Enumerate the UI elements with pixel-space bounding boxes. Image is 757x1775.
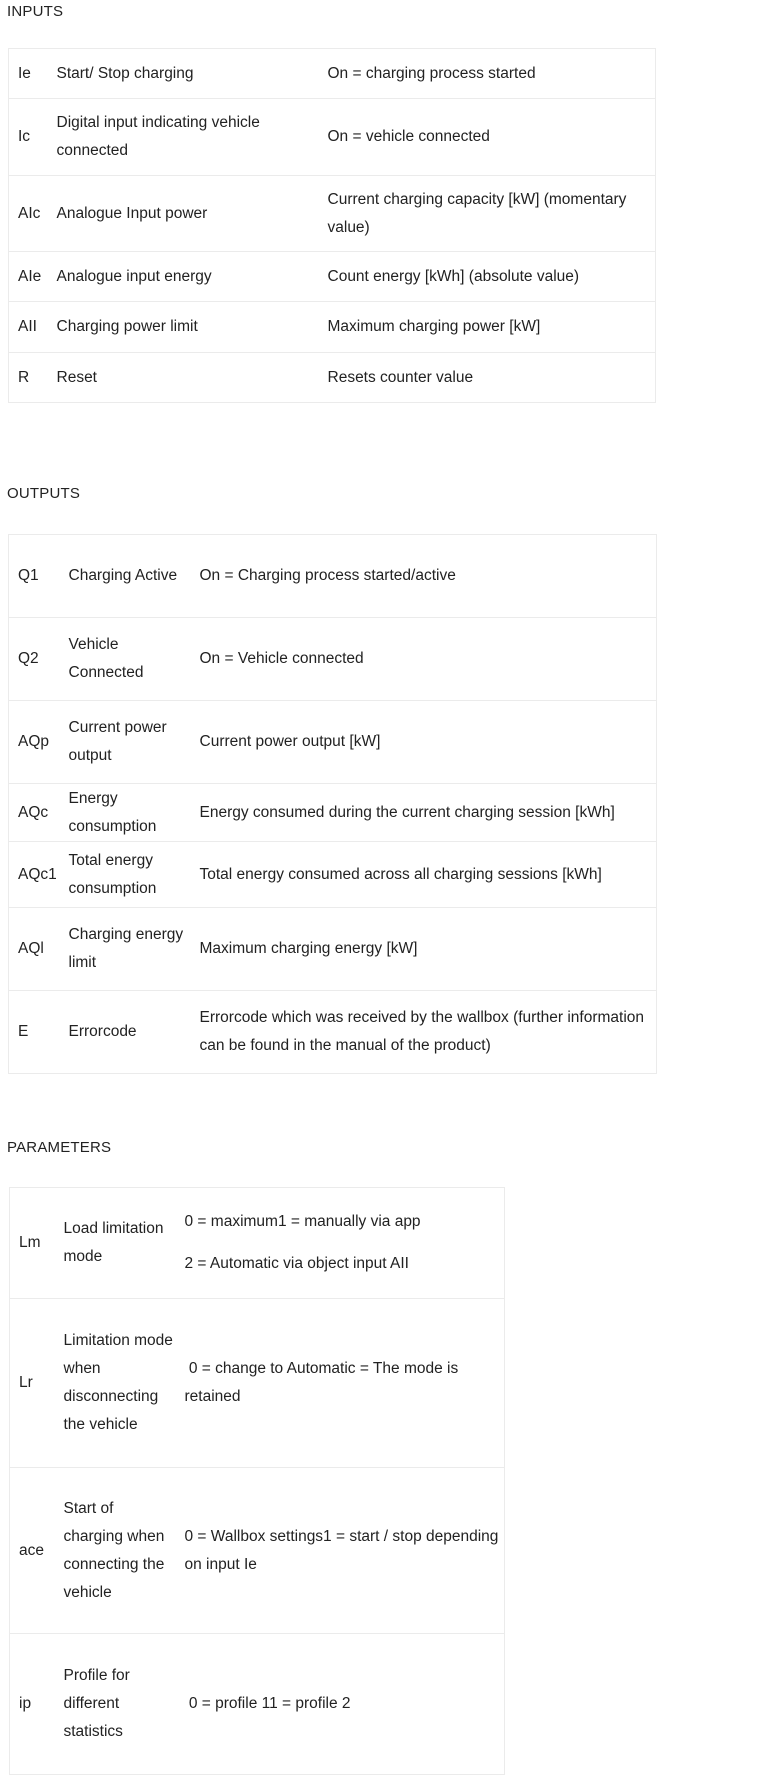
input-code: R <box>9 353 48 403</box>
parameters-table <box>9 1187 505 1775</box>
table-row <box>9 991 657 1074</box>
table-row <box>9 353 656 403</box>
parameter-code: ace <box>10 1468 55 1634</box>
output-code: AQl <box>9 908 60 991</box>
input-description: Resets counter value <box>319 353 656 403</box>
input-name: Charging power limit <box>48 302 319 353</box>
table-row <box>9 252 656 302</box>
input-name: Analogue input energy <box>48 252 319 302</box>
output-description: Maximum charging energy [kW] <box>191 908 657 991</box>
output-code: E <box>9 991 60 1074</box>
output-name: Energy consumption <box>60 784 191 842</box>
parameter-description <box>176 1634 505 1775</box>
table-row <box>9 302 656 353</box>
inputs-table <box>8 48 656 403</box>
output-name: Errorcode <box>60 991 191 1074</box>
output-name: Charging Active <box>60 535 191 618</box>
input-name: Reset <box>48 353 319 403</box>
input-description: Maximum charging power [kW] <box>319 302 656 353</box>
input-code: AIc <box>9 176 48 252</box>
input-description: On = charging process started <box>319 49 656 99</box>
table-row <box>10 1468 505 1634</box>
output-name: Charging energy limit <box>60 908 191 991</box>
output-description: Energy consumed during the current charging session [kWh] <box>191 784 657 842</box>
table-row <box>9 842 657 908</box>
input-name: Digital input indicating vehicle connected <box>48 99 319 176</box>
output-description: Errorcode which was received by the wallbox (further information can be found in the manual of the product) <box>191 991 657 1074</box>
output-name: Current power output <box>60 701 191 784</box>
table-row <box>9 908 657 991</box>
output-name: Vehicle Connected <box>60 618 191 701</box>
input-description: On = vehicle connected <box>319 99 656 176</box>
parameter-name: Profile for different statistics <box>55 1634 176 1775</box>
parameter-description <box>176 1468 505 1634</box>
table-row <box>10 1299 505 1468</box>
inputs-heading: INPUTS <box>7 3 64 20</box>
parameter-desc-line: 0 = maximum1 = manually via app <box>184 1213 421 1230</box>
outputs-heading: OUTPUTS <box>7 485 81 502</box>
parameter-desc-line: 0 = change to Automatic = The mode is retained <box>184 1360 463 1405</box>
parameter-description <box>176 1299 505 1468</box>
parameter-code: Lm <box>10 1188 55 1299</box>
input-name: Analogue Input power <box>48 176 319 252</box>
parameter-description <box>176 1188 505 1299</box>
parameter-code: Lr <box>10 1299 55 1468</box>
output-description: On = Vehicle connected <box>191 618 657 701</box>
output-code: Q2 <box>9 618 60 701</box>
parameter-code: ip <box>10 1634 55 1775</box>
parameters-heading: PARAMETERS <box>7 1139 112 1156</box>
output-code: AQc1 <box>9 842 60 908</box>
parameter-desc-line: 2 = Automatic via object input AII <box>184 1255 409 1272</box>
parameter-name: Start of charging when connecting the vehicle <box>55 1468 176 1634</box>
input-code: AIe <box>9 252 48 302</box>
parameter-desc-line: 0 = Wallbox settings1 = start / stop depending on input Ie <box>184 1527 499 1573</box>
table-row <box>9 49 656 99</box>
output-name: Total energy consumption <box>60 842 191 908</box>
output-code: Q1 <box>9 535 60 618</box>
table-row <box>9 784 657 842</box>
parameter-name: Limitation mode when disconnecting the vehicle <box>55 1299 176 1468</box>
table-row <box>9 176 656 252</box>
table-row <box>9 99 656 176</box>
output-description: Total energy consumed across all charging sessions [kWh] <box>191 842 657 908</box>
table-row <box>9 618 657 701</box>
parameter-name: Load limitation mode <box>55 1188 176 1299</box>
input-name: Start/ Stop charging <box>48 49 319 99</box>
input-description: Count energy [kWh] (absolute value) <box>319 252 656 302</box>
parameter-desc-line: 0 = profile 11 = profile 2 <box>184 1695 351 1712</box>
output-code: AQp <box>9 701 60 784</box>
input-description: Current charging capacity [kW] (momentary value) <box>319 176 656 252</box>
output-code: AQc <box>9 784 60 842</box>
table-row <box>10 1188 505 1299</box>
table-row <box>10 1634 505 1775</box>
output-description: On = Charging process started/active <box>191 535 657 618</box>
table-row <box>9 535 657 618</box>
input-code: Ie <box>9 49 48 99</box>
outputs-table <box>8 534 657 1074</box>
output-description: Current power output [kW] <box>191 701 657 784</box>
input-code: Ic <box>9 99 48 176</box>
input-code: AII <box>9 302 48 353</box>
table-row <box>9 701 657 784</box>
